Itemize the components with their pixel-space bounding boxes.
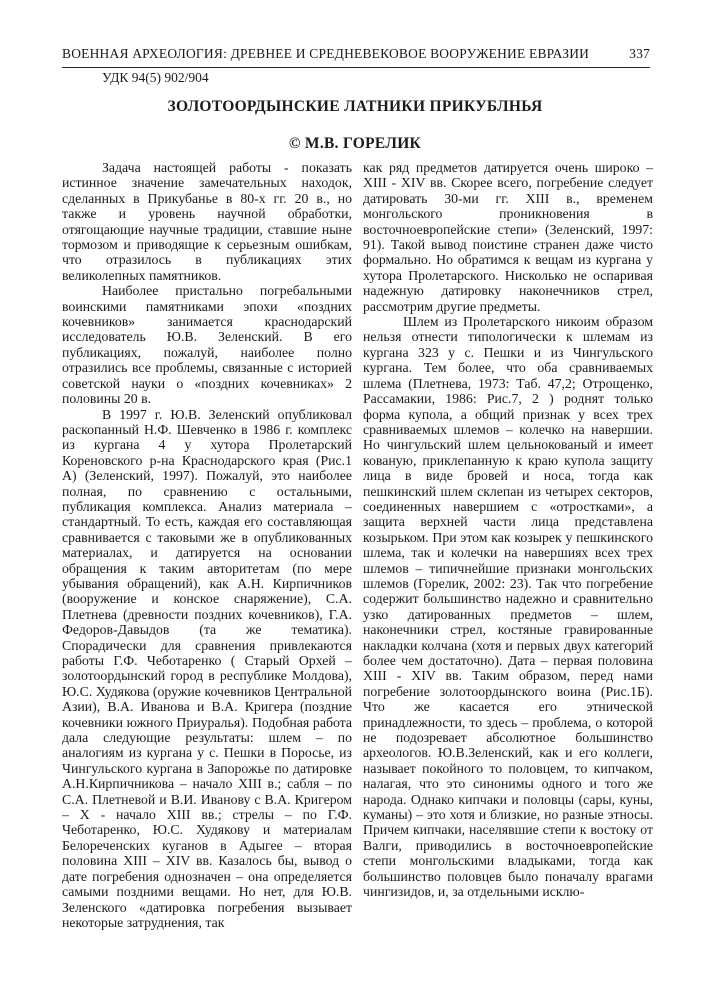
article-author: © М.В. ГОРЕЛИК bbox=[288, 135, 422, 152]
udc-code: УДК 94(5) 902/904 bbox=[102, 70, 209, 85]
page-number: 337 bbox=[629, 46, 650, 61]
paragraph: как ряд предметов датируется очень широко – XIII - XIV вв. Скорее всего, погребение следует датировать 30-ми гг. XIII в., временем монгольского проникновения в восточноевропейские степи» (Зеленский, 1997: 91). Такой вывод поистине странен даже чисто формально. Но обратимся к вещам из кургана у хутора Пролетарского. Нисколько не оспаривая надежную датировку наконечников стрел, рассмотрим другие предметы. bbox=[363, 160, 653, 314]
text-column-left bbox=[62, 160, 352, 930]
journal-title: ВОЕННАЯ АРХЕОЛОГИЯ: ДРЕВНЕЕ И СРЕДНЕВЕКОВОЕ ВООРУЖЕНИЕ ЕВРАЗИИ bbox=[62, 46, 590, 61]
header-rule bbox=[62, 67, 650, 68]
paragraph: В 1997 г. Ю.В. Зеленский опубликовал раскопанный Н.Ф. Шевченко в 1986 г. комплекс из кургана 4 у хутора Пролетарский Кореновского р-на Краснодарского края (Рис.1 А) (Зеленский, 1997). Пожалуй, это наиболее полная, по сравнению с остальными, публикация комплекса. Анализ материала – стандартный. То есть, каждая его составляющая сравнивается с таковыми же в опубликованных материалах, и датируется на основании обращения к таким авторитетам (по мере убывания обращений), как А.Н. Кирпичников (вооружение и конское снаряжение), С.А. Плетнева (древности поздних кочевников), Г.А. Федоров-Давыдов (та же тематика). Спорадически для сравнения привлекаются работы Г.Ф. Чеботаренко ( Старый Орхей – золотоордынский город в республике Молдова), Ю.С. Худякова (оружие кочевников Центральной Азии), В.А. Иванова и В.А. Кригера (поздние кочевники южного Приуралья). Подобная работа дала следующие результаты: шлем – по аналогиям из кургана у с. Пешки в Поросье, из Чингульского кургана в Запорожье по датировке А.Н.Кирпичникова – начало XIII в.; сабля – по С.А. Плетневой и В.И. Иванову с В.А. Кригером – Х - начало XIII вв.; стрелы – по Г.Ф. Чеботаренко, Ю.С. Худякову и материалам Белореченских куганов в Адыгее – вторая половина XIII – XIV вв. Казалось бы, вывод о дате погребения однозначен – она определяется самыми поздними вещами. Но нет, для Ю.В. Зеленского «датировка погребения вызывает некоторые затруднения, так bbox=[62, 406, 352, 930]
paragraph: Шлем из Пролетарского никоим образом нельзя отнести типологически к шлемам из кургана 323 у с. Пешки и из Чингульского кургана. Тем более, что оба сравниваемых шлема (Плетнева, 1973: Таб. 47,2; Отрощенко, Рассамакии, 1986: Рис.7, 2 ) роднят только форма купола, а общий признак у всех трех сравниваемых шлемов – колечко на навершии. Но чингульский шлем цельнокованый и имеет кованую, приклепанную к краю купола защиту лица в виде бровей и носа, тогда как пешкинский шлем склепан из четырех секторов, соединенных навершием с «отростками», а защита верхней части лица представлена козырьком. При этом как козырек у пешкинского шлема, так и колечки на навершиях всех трех шлемов – типичнейшие признаки монгольских шлемов (Горелик, 2002: 23). Так что погребение содержит большинство надежно и сравнительно узко датированных предметов – шлем, наконечники стрел, костяные гравированные накладки колчана (хотя и первых двух категорий более чем достаточно). Дата – первая половина XIII - XIV вв. Таким образом, перед нами погребение золотоордынского воина (Рис.1Б). Что же касается его этнической принадлежности, то здесь – проблема, о которой не подозревает абсолютное большинство археологов. Ю.В.Зеленский, как и его коллеги, называет покойного то половцем, то кипчаком, налагая, что это синонимы одного и того же народа. Однако кипчаки и половцы (сары, куны, куманы) – это хотя и близкие, но разные этносы. Причем кипчаки, населявшие степи к востоку от Валги, приводились в восточноевропейские степи монгольскими владыками, тогда как большинство половцев было поначалу врагами чингизидов, и, за отдельными исклю- bbox=[363, 314, 653, 900]
article-title: ЗОЛОТООРДЫНСКИЕ ЛАТНИКИ ПРИКУБЛНЬЯ bbox=[167, 98, 543, 115]
paragraph: Задача настоящей работы - показать истинное значение замечательных находок, сделанных в Прикубанье в 80-х гг. 20 в., но также и уровень научной обработки, отягощающие научные традиции, ставшие ныне тормозом и приводящие к серьезным ошибкам, что отразилось в публикациях этих великолепных памятников. bbox=[62, 160, 352, 283]
running-head bbox=[62, 46, 650, 62]
text-column-right bbox=[363, 160, 653, 900]
paragraph: Наиболее пристально погребальными воинскими памятниками эпохи «поздних кочевников» занимается краснодарский исследователь Ю.В. Зеленский. В его публикациях, пожалуй, наиболее полно отразились все проблемы, связанные с историей советской науки о «поздних кочевниках» 2 половины 20 в. bbox=[62, 283, 352, 407]
